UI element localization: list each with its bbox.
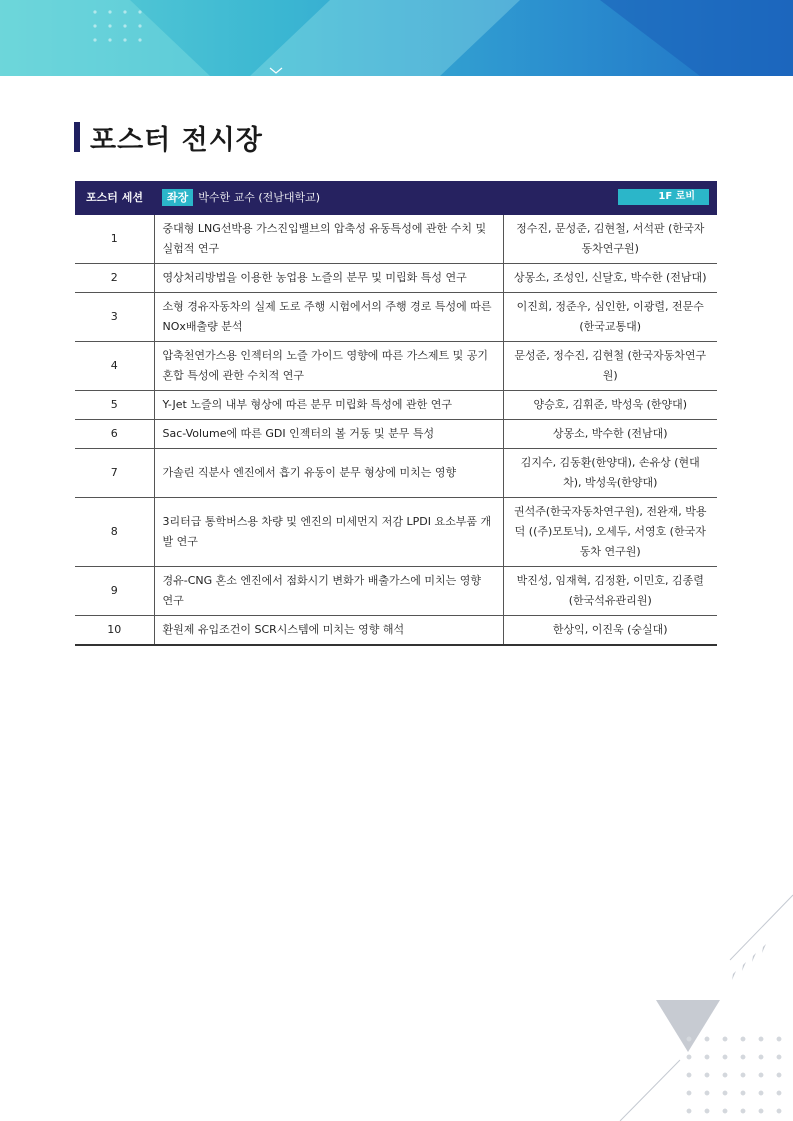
paper-title: 영상처리방법을 이용한 농업용 노즐의 분무 및 미립화 특성 연구 [154, 264, 503, 293]
paper-title: 압축천연가스용 인젝터의 노즐 가이드 영향에 따른 가스제트 및 공기 혼합 특성에 관한 수치적 연구 [154, 342, 503, 391]
page-title: 포스터 전시장 [90, 124, 263, 156]
row-number: 1 [75, 215, 154, 264]
table-row [75, 616, 717, 646]
title-accent-bar [74, 122, 80, 152]
row-number: 10 [75, 616, 154, 646]
row-number: 8 [75, 498, 154, 567]
paper-authors: 정수진, 문성준, 김현철, 서석판 (한국자동차연구원) [503, 215, 717, 264]
paper-title: 가솔린 직분사 엔진에서 흡기 유동이 분무 형상에 미치는 영향 [154, 449, 503, 498]
row-number: 6 [75, 420, 154, 449]
table-row [75, 342, 717, 391]
table-row [75, 420, 717, 449]
paper-authors: 권석주(한국자동차연구원), 전완재, 박용덕 ((주)모토닉), 오세두, 서영호 (한국자동차 연구원) [503, 498, 717, 567]
paper-authors: 박진성, 임재혁, 김정환, 이민호, 김종렬 (한국석유관리원) [503, 567, 717, 616]
paper-title: 경유-CNG 혼소 엔진에서 점화시기 변화가 배출가스에 미치는 영향 연구 [154, 567, 503, 616]
row-number: 2 [75, 264, 154, 293]
session-chair-cell [154, 181, 717, 215]
table-row [75, 449, 717, 498]
poster-session-table [75, 181, 717, 646]
chair-name: 박수한 교수 (전남대학교) [198, 191, 321, 204]
decorative-dot-grid [680, 1030, 790, 1120]
paper-authors: 상몽소, 박수한 (전남대) [503, 420, 717, 449]
table-row [75, 567, 717, 616]
paper-authors: 한상익, 이진욱 (숭실대) [503, 616, 717, 646]
paper-authors: 상몽소, 조성인, 신달호, 박수한 (전남대) [503, 264, 717, 293]
paper-authors: 양승호, 김휘준, 박성욱 (한양대) [503, 391, 717, 420]
table-row [75, 391, 717, 420]
table-row [75, 498, 717, 567]
page-title-block [74, 119, 263, 155]
row-number: 3 [75, 293, 154, 342]
row-number: 4 [75, 342, 154, 391]
paper-title: Y-Jet 노즐의 내부 형상에 따른 분무 미립화 특성에 관한 연구 [154, 391, 503, 420]
chair-tag: 좌장 [162, 189, 193, 206]
table-row [75, 293, 717, 342]
table-row [75, 215, 717, 264]
paper-title: 중대형 LNG선박용 가스진입밸브의 압축성 유동특성에 관한 수치 및 실험적 연구 [154, 215, 503, 264]
row-number: 7 [75, 449, 154, 498]
row-number: 9 [75, 567, 154, 616]
paper-title: Sac-Volume에 따른 GDI 인젝터의 볼 거동 및 분무 특성 [154, 420, 503, 449]
paper-authors: 김지수, 김동환(한양대), 손유상 (현대차), 박성욱(한양대) [503, 449, 717, 498]
session-header-row [75, 181, 717, 215]
row-number: 5 [75, 391, 154, 420]
paper-title: 3리터급 통학버스용 차량 및 엔진의 미세먼지 저감 LPDI 요소부품 개발 연구 [154, 498, 503, 567]
banner-decoration [0, 0, 793, 76]
paper-title: 환원제 유입조건이 SCR시스템에 미치는 영향 해석 [154, 616, 503, 646]
top-banner [0, 0, 793, 76]
session-label: 포스터 세션 [75, 181, 154, 215]
paper-authors: 이진희, 정준우, 심인한, 이광렬, 전문수 (한국교통대) [503, 293, 717, 342]
paper-authors: 문성준, 정수진, 김현철 (한국자동차연구원) [503, 342, 717, 391]
location-tag: 1F 로비 [618, 189, 709, 205]
table-row [75, 264, 717, 293]
paper-title: 소형 경유자동차의 실제 도로 주행 시험에서의 주행 경로 특성에 따른 NOx배출량 분석 [154, 293, 503, 342]
